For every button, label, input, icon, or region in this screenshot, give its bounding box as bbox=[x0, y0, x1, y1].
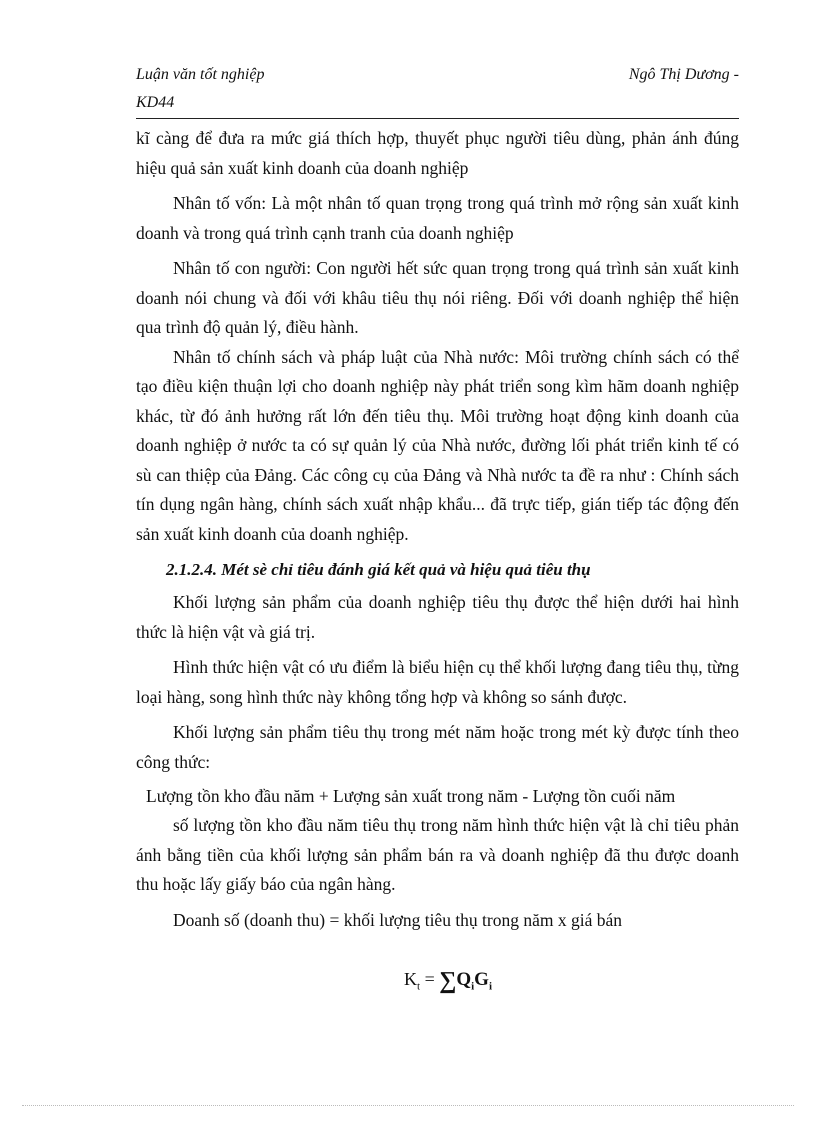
formula-g-subscript: i bbox=[488, 980, 493, 993]
paragraph: Hình thức hiện vật có ưu điểm là biểu hiện cụ thể khối lượng đang tiêu thụ, từng loại hàng, song hình thức này không tổng hợp và không so sánh được. bbox=[136, 657, 739, 707]
paragraph: Nhân tố con người: Con người hết sức quan trọng trong quá trình sản xuất kinh doanh nói chung và đối với khâu tiêu thụ nói riêng. Đối với doanh nghiệp thể hiện qua trình độ quản lý, điều hành. bbox=[136, 258, 739, 337]
paragraph: Khối lượng sản phẩm của doanh nghiệp tiêu thụ được thể hiện dưới hai hình thức là hiện vật và giá trị. bbox=[136, 592, 739, 642]
inventory-formula: Lượng tồn kho đầu năm + Lượng sản xuất trong năm - Lượng tồn cuối năm bbox=[146, 786, 676, 806]
header-left-title: Luận văn tốt nghiệp bbox=[136, 66, 265, 83]
summation-symbol: ∑ bbox=[439, 968, 457, 994]
paragraph: Nhân tố chính sách và pháp luật của Nhà nước: Môi trường chính sách có thể tạo điều kiện thuận lợi cho doanh nghiệp này phát triển song kìm hãm doanh nghiệp khác, từ đó ảnh hưởng rất lớn đến tiêu thụ. Môi trường hoạt động kinh doanh của doanh nghiệp ở nước ta có sự quản lý của Nhà nước, đường lối phát triển kinh tế có sù can thiệp của Đảng. Các công cụ của Đảng và Nhà nước ta đề ra như : Chính sách tín dụng ngân hàng, chính sách xuất nhập khẩu... đã trực tiếp, gián tiếp tác động đến sản xuất kinh doanh của doanh nghiệp. bbox=[136, 346, 739, 544]
document-body bbox=[136, 124, 739, 935]
formula-g: G bbox=[474, 969, 489, 990]
paragraph: kĩ càng để đưa ra mức giá thích hợp, thuyết phục người tiêu dùng, phản ánh đúng hiệu quả sản xuất kinh doanh của doanh nghiệp bbox=[136, 128, 739, 178]
page-header bbox=[136, 62, 739, 119]
formula-q: Q bbox=[456, 969, 472, 990]
paragraph: Nhân tố vốn: Là một nhân tố quan trọng trong quá trình mở rộng sản xuất kinh doanh và trong quá trình cạnh tranh của doanh nghiệp bbox=[136, 193, 739, 243]
formula-equals: = bbox=[420, 969, 440, 989]
paragraph: số lượng tồn kho đầu năm tiêu thụ trong năm hình thức hiện vật là chỉ tiêu phản ánh bằng tiền của khối lượng sản phẩm bán ra và doanh nghiệp đã thu được doanh thu hoặc lấy giấy báo của ngân hàng. bbox=[136, 815, 739, 894]
formula-q-subscript: i bbox=[471, 980, 475, 993]
section-heading: 2.1.2.4. Mét sè chỉ tiêu đánh giá kết quả và hiệu quả tiêu thụ bbox=[166, 560, 591, 579]
formula-lhs-subscript: t bbox=[417, 980, 421, 993]
formula-lhs: K bbox=[404, 969, 417, 989]
paragraph: Khối lượng sản phẩm tiêu thụ trong mét năm hoặc trong mét kỳ được tính theo công thức: bbox=[136, 722, 739, 772]
header-author: Ngô Thị Dương - bbox=[628, 66, 739, 83]
revenue-formula bbox=[404, 968, 492, 995]
header-class-code: KD44 bbox=[136, 94, 175, 111]
paragraph: Doanh số (doanh thu) = khối lượng tiêu thụ trong năm x giá bán bbox=[173, 909, 623, 930]
page-bottom-divider bbox=[22, 1105, 794, 1106]
